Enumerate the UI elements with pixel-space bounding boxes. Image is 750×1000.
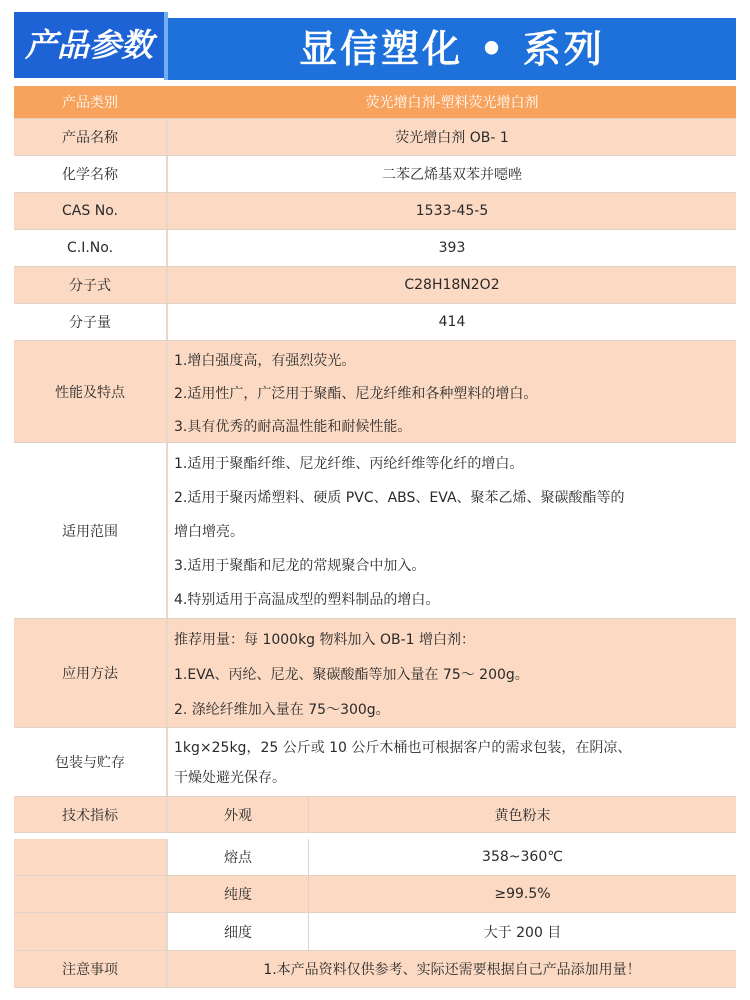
spec-item-name: 纯度 [224,887,252,903]
features-line: 1.增白强度高，有强烈荧光。 [174,353,356,369]
table-row [14,86,736,119]
row-label: C.I.No. [66,240,114,256]
row-label: CAS No. [62,203,118,219]
row-value: 荧光增白剂-塑料荧光增白剂 [365,95,539,111]
row-value: 二苯乙烯基双苯并噁唑 [382,167,522,183]
scope-line: 1.适用于聚酯纤维、尼龙纤维、丙纶纤维等化纤的增白。 [174,456,524,472]
page-header [0,0,750,84]
usage-line: 推荐用量：每 1000kg 物料加入 OB-1 增白剂： [174,632,476,648]
row-value: 414 [438,314,466,330]
spec-label: 技术指标 [62,807,118,824]
table-row [14,230,736,267]
header-left-banner [14,12,164,78]
packing-row [14,728,736,797]
row-label: 分子式 [69,278,111,294]
note-value: 1.本产品资料仅供参考、实际还需要根据自己产品添加用量！ [263,962,641,978]
features-text [168,341,728,442]
features-line: 2.适用性广，广泛用于聚酯、尼龙纤维和各种塑料的增白。 [174,386,538,402]
table-row [14,193,736,230]
scope-text [168,443,728,618]
table-row [14,156,736,193]
row-value: 393 [438,240,466,256]
row-value: C28H18N2O2 [404,277,500,293]
row-label: 产品名称 [62,130,118,146]
table-row [14,304,736,341]
usage-line: 1.EVA、丙纶、尼龙、聚碳酸酯等加入量在 75～ 200g。 [174,667,529,683]
row-value: 1533-45-5 [415,203,489,219]
spec-item-name: 细度 [224,924,252,941]
packing-line: 1kg×25kg，25 公斤或 10 公斤木桶也可根据客户的需求包装，在阴凉、 [174,740,632,756]
scope-line: 增白增亮。 [174,524,244,540]
header-right-banner [168,18,736,80]
spec-row [14,839,736,876]
spec-item-value: 大于 200 目 [483,924,562,941]
note-row [14,951,736,988]
table-row [14,267,736,304]
note-label: 注意事项 [62,962,118,978]
usage-row [14,619,736,728]
features-label: 性能及特点 [55,384,125,401]
row-label: 分子量 [69,315,111,331]
scope-row [14,443,736,619]
usage-line: 2. 涤纶纤维加入量在 75～300g。 [174,702,390,718]
header-left-title: 产品参数 [24,26,153,64]
features-line: 3.具有优秀的耐高温性能和耐候性能。 [174,419,412,435]
spec-item-value: 358~360℃ [482,849,563,865]
packing-label: 包装与贮存 [55,755,125,771]
scope-label: 适用范围 [62,523,118,540]
spec-item-name: 外观 [224,807,252,824]
scope-line: 3.适用于聚酯和尼龙的常规聚合中加入。 [174,558,426,574]
header-right-title: 显信塑化 • 系列 [299,26,605,71]
scope-line: 2.适用于聚丙烯塑料、硬质 PVC、ABS、EVA、聚苯乙烯、聚碳酸酯等的 [174,490,625,506]
scope-line: 4.特别适用于高温成型的塑料制品的增白。 [174,592,440,608]
row-label: 化学名称 [62,167,118,183]
packing-text [168,728,728,796]
spec-item-name: 熔点 [224,850,252,866]
table-row [14,119,736,156]
usage-label: 应用方法 [62,666,118,682]
usage-text [168,619,728,727]
row-label: 产品类别 [62,95,118,111]
spec-item-value: 黄色粉末 [494,807,551,824]
spec-item-value: ≥99.5% [494,886,551,902]
row-value: 荧光增白剂 OB- 1 [395,130,509,146]
spec-row [14,913,736,951]
spec-row [14,876,736,913]
packing-line: 干燥处避光保存。 [174,770,286,786]
features-row [14,341,736,443]
spec-row [14,797,736,833]
